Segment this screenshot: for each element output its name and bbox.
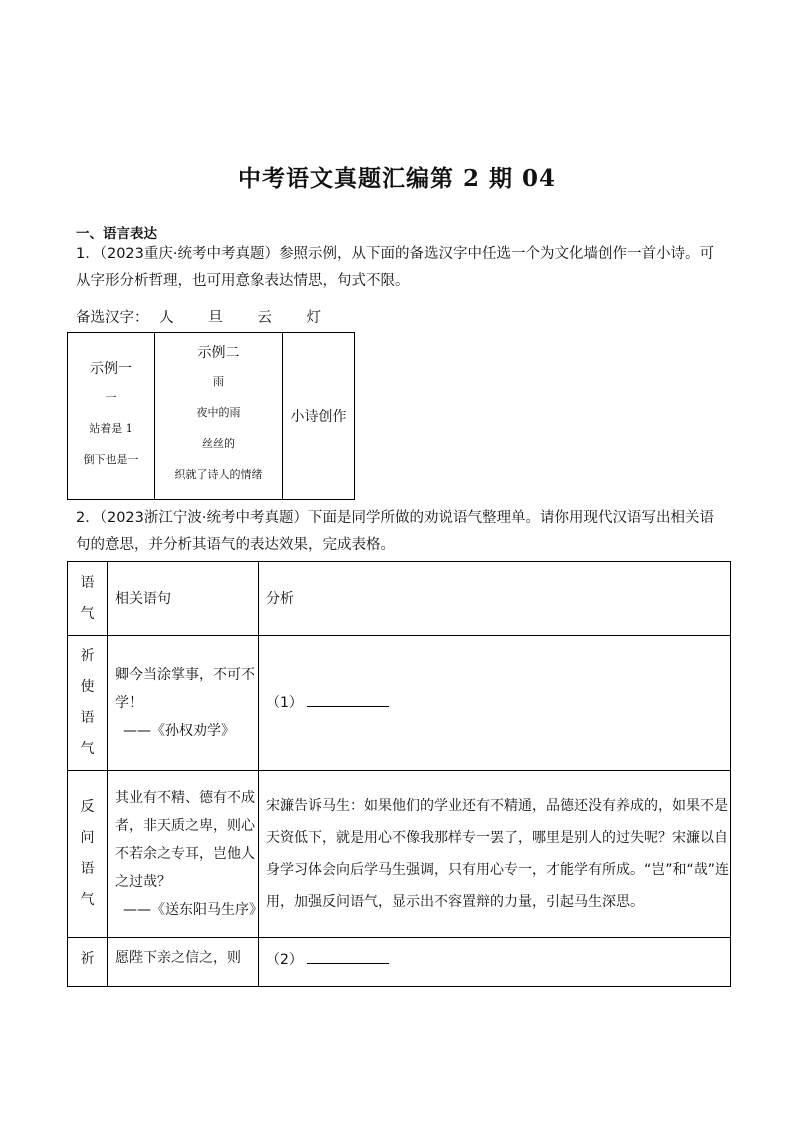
example-2-title: 示例二 — [197, 345, 240, 361]
row-source: ——《孙权劝学》 — [123, 723, 235, 739]
row-analysis: 宋濂告诉马生：如果他们的学业还有不精通，品德还没有养成的，如果不是天资低下，就是用心不像我那样专一罢了，哪里是别人的过失呢？宋濂以自身学习体会向后学马生强调，只有用心专一，才能学有所成。“岂”和“哉”连用，加强反问语气，显示出不容置辩的力量，引起马生深思。 — [259, 771, 731, 938]
header-sentence: 相关语句 — [108, 562, 259, 636]
poem-table — [67, 332, 355, 500]
example-1-cell — [68, 333, 155, 500]
candidate-char: 人 — [159, 310, 174, 326]
example-2-cell — [155, 333, 283, 500]
row-sentence: 其业有不精、德有不成者，非天质之卑，则心不若余之专耳，岂他人之过哉？ ——《送东阳马生序》 — [108, 771, 259, 938]
question-1-text: 1．（2023重庆·统考中考真题）参照示例，从下面的备选汉字中任选一个为文化墙创作一首小诗。可从字形分析哲理，也可用意象表达情思，句式不限。 — [76, 246, 714, 289]
page-title: 中考语文真题汇编第 2 期 04 — [237, 165, 557, 192]
table-row — [68, 636, 731, 771]
section-heading: 一、语言表达 — [76, 226, 157, 242]
example-1-title: 示例一 — [90, 360, 132, 377]
table-row — [68, 771, 731, 938]
example-1-line: 一 — [105, 390, 117, 404]
answer-blank-1[interactable]: （1） — [259, 636, 731, 771]
candidate-char: 旦 — [208, 310, 223, 326]
example-2-line: 夜中的雨 — [196, 406, 241, 419]
candidate-char: 云 — [257, 310, 272, 326]
example-2-line: 织就了诗人的情绪 — [174, 468, 263, 481]
row-tone: 祈 使 语 气 — [68, 636, 108, 771]
row-sentence: 愿陛下亲之信之，则 — [108, 938, 259, 987]
example-1-line: 倒下也是一 — [83, 452, 139, 466]
header-tone: 语 气 — [68, 562, 108, 636]
row-tone: 祈 — [68, 938, 108, 987]
candidate-char: 灯 — [306, 310, 321, 326]
tone-table — [67, 561, 731, 987]
candidates-label: 备选汉字： — [76, 310, 149, 326]
row-source: ——《送东阳马生序》 — [123, 902, 263, 918]
example-2-line: 雨 — [213, 375, 224, 388]
row-sentence: 卿今当涂掌事，不可不学！ ——《孙权劝学》 — [108, 636, 259, 771]
candidate-characters — [76, 306, 351, 327]
example-2-line: 丝丝的 — [202, 437, 235, 450]
row-tone: 反 问 语 气 — [68, 771, 108, 938]
answer-blank-2[interactable]: （2） — [259, 938, 731, 987]
header-analysis: 分析 — [259, 562, 731, 636]
example-1-line: 站着是 1 — [89, 421, 133, 435]
table-row — [68, 938, 731, 987]
question-2-text: 2．（2023浙江宁波·统考中考真题）下面是同学所做的劝说语气整理单。请你用现代汉语写出相关语句的意思，并分析其语气的表达效果，完成表格。 — [76, 510, 714, 553]
poem-creation-cell[interactable]: 小诗创作 — [283, 333, 355, 500]
